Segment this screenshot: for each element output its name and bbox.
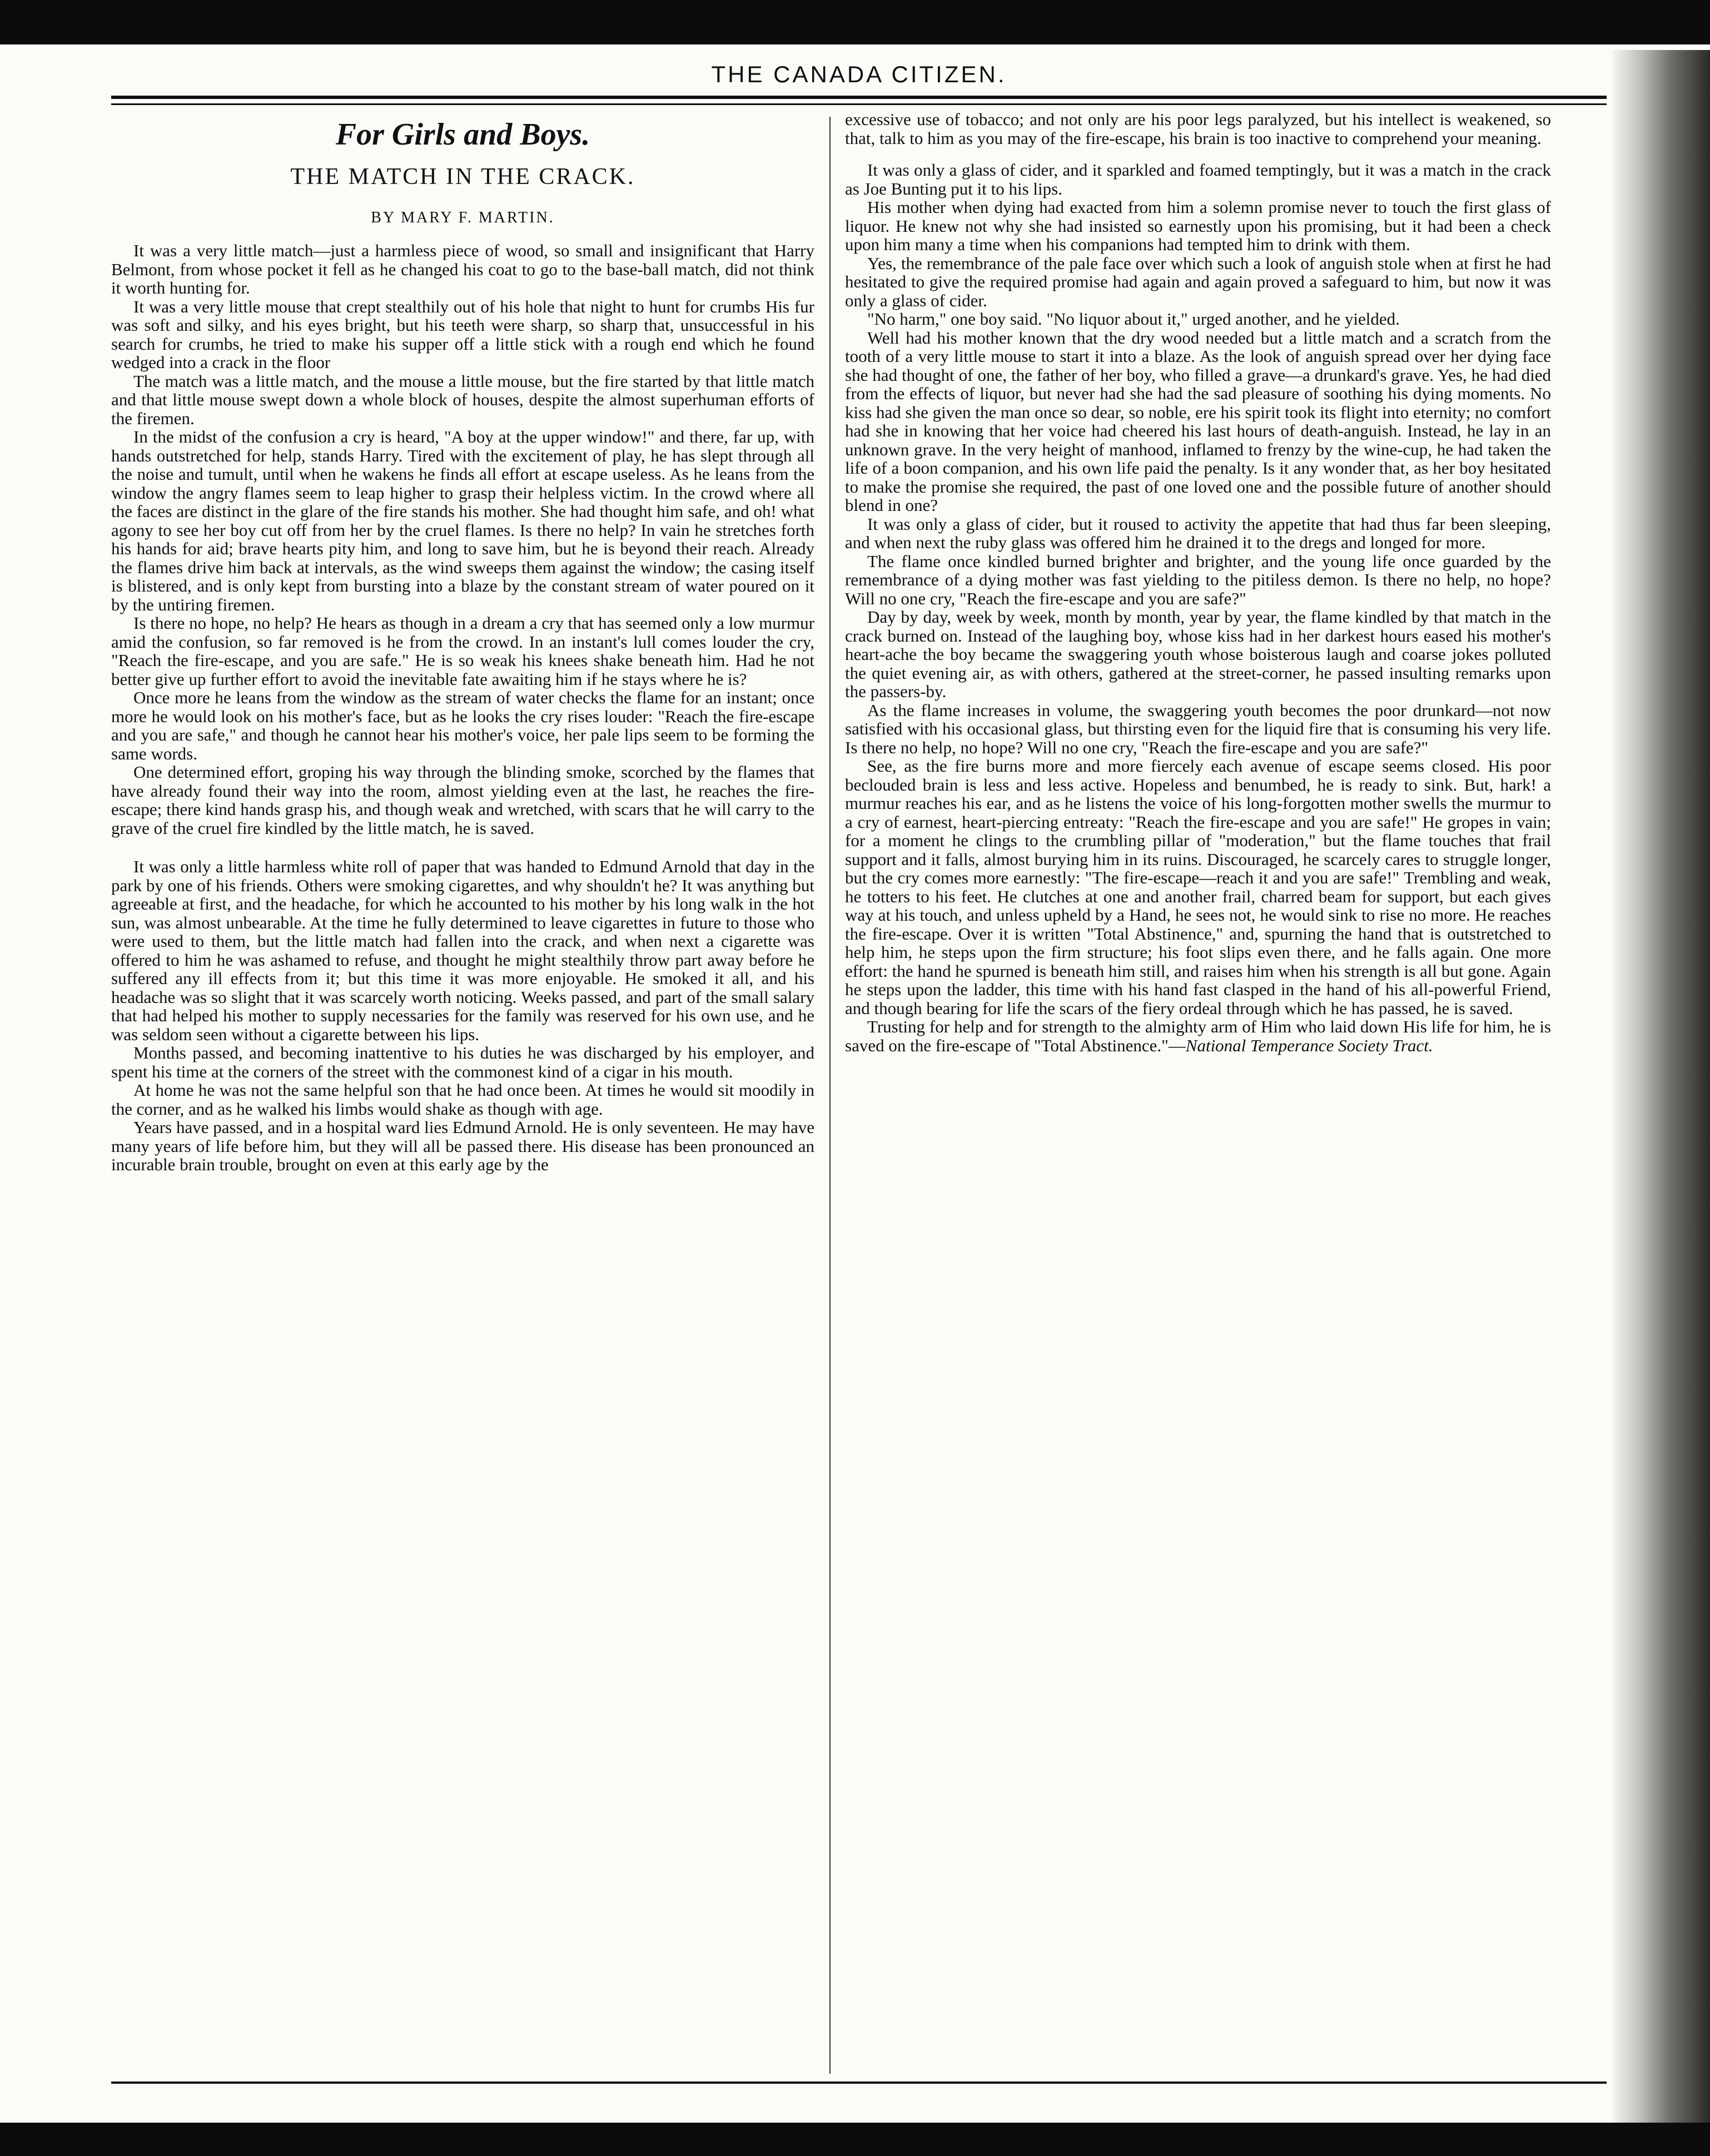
page-edge-shadow: [1612, 50, 1710, 2123]
column-divider: [829, 117, 831, 2074]
paragraph: Well had his mother known that the dry wood needed but a little match and a scratch from the tooth of a very little mouse to start it into a blaze. As the look of anguish spread over her dying face she had thought of one, the father of her boy, who filled a grave—a drunkard's grave. Yes, he had died from the effects of liquor, but never had she had the sad pleasure of soothing his dying moments. No kiss had she given the man once so dear, so noble, ere his spirit took its flight into eternity; no comfort had she in knowing that her voice had cheered his last hours of death-anguish. Instead, he lay in an unknown grave. In the very height of manhood, inflamed to frenzy by the wine-cup, he had taken the life of a boon companion, and his own life paid the penalty. Is it any wonder that, as her boy hesitated to make the promise she required, the past of one loved one and the possible future of another should blend in one?: [845, 327, 1551, 515]
closing-text: Trusting for help and for strength to the almighty arm of Him who laid down His life for him, he is saved on the fire-escape of "Total Abstinence."—: [845, 1017, 1551, 1055]
article-title: THE MATCH IN THE CRACK.: [290, 164, 635, 190]
paragraph: One determined effort, groping his way through the blinding smoke, scorched by the flames that have already found their way into the room, almost yielding even at the last, he reaches the fire-escape; there kind hands grasp his, and though weak and wretched, with scars that he will carry to the grave of the cruel fire kindled by the little match, he is saved.: [111, 762, 814, 838]
paragraph: It was only a glass of cider, and it sparkled and foamed temptingly, but it was a match in the crack as Joe Bunting put it to his lips.: [845, 160, 1551, 198]
header-rule-thin: [111, 103, 1607, 105]
bottom-scan-border: [0, 2123, 1710, 2156]
paragraph: As the flame increases in volume, the swaggering youth becomes the poor drunkard—not now satisfied with his occasional glass, but thirsting even for the liquid fire that is consuming his very life. Is there no help, no hope? Will no one cry, "Reach the fire-escape and you are safe?": [845, 700, 1551, 757]
section-break: [845, 147, 1551, 161]
paragraph: It was a very little mouse that crept stealthily out of his hole that night to hunt for crumbs His fur was soft and silky, and his eyes bright, but his teeth were sharp, so sharp that, unsuccessful in his search for crumbs, he tried to make his supper off a little stick with a rough end which he found wedged into a crack in the floor: [111, 296, 814, 372]
section-title: For Girls and Boys.: [335, 117, 590, 152]
paragraph: It was only a little harmless white roll of paper that was handed to Edmund Arnold that day in the park by one of his friends. Others were smoking cigarettes, and why shouldn't he? It was anything but agreeable at first, and the headache, for which he accounted to his mother by his long walk in the hot sun, was almost unbearable. At the time he fully determined to leave cigarettes in future to those who were used to them, but the little match had fallen into the crack, and when next a cigarette was offered to him he was ashamed to refuse, and thought he might stealthily throw part away before he suffered any ill effects from it; but this time it was more enjoyable. He smoked it all, and his headache was so slight that it was scarcely worth noticing. Weeks passed, and part of the small salary that had helped his mother to supply necessaries for the family was reserved for his own use, and he was seldom seen without a cigarette between his lips.: [111, 857, 814, 1044]
paragraph: His mother when dying had exacted from him a solemn promise never to touch the first glass of liquor. He knew not why she had insisted so earnestly upon his promising, but it had been a check upon him many a time when his companions had tempted him to drink with them.: [845, 197, 1551, 254]
paragraph: It was a very little match—just a harmless piece of wood, so small and insignificant that Harry Belmont, from whose pocket it fell as he changed his coat to go to the base-ball match, did not think it worth hunting for.: [111, 241, 814, 297]
paragraph: The match was a little match, and the mouse a little mouse, but the fire started by that little match and that little mouse swept down a whole block of houses, despite the almost superhuman efforts of the firemen.: [111, 371, 814, 428]
paragraph: Day by day, week by week, month by month, year by year, the flame kindled by that match in the crack burned on. Instead of the laughing boy, whose kiss had in her darkest hours eased his mother's heart-ache the boy became the swaggering youth whose boisterous laugh and coarse jokes polluted the quiet evening air, as with others, gathered at the street-corner, he passed insulting remarks upon the passers-by.: [845, 607, 1551, 701]
paragraph: Yes, the remembrance of the pale face over which such a look of anguish stole when at first he had hesitated to give the required promise had again and again proved a safeguard to him, but now it was only a glass of cider.: [845, 253, 1551, 310]
paragraph: "No harm," one boy said. "No liquor about it," urged another, and he yielded.: [867, 309, 1400, 329]
left-column: [111, 117, 814, 1174]
paragraph: Months passed, and becoming inattentive to his duties he was discharged by his employer, and spent his time at the corners of the street with the commonest kind of a cigar in his mouth.: [111, 1043, 814, 1081]
footer-rule: [111, 2082, 1607, 2084]
closing-paragraph: [845, 1017, 1551, 1055]
paragraph: See, as the fire burns more and more fiercely each avenue of escape seems closed. His poor beclouded brain is less and less active. Hopeless and benumbed, he is ready to sink. But, hark! a murmur reaches his ear, and as he listens the voice of his long-forgotten mother swells the murmur to a cry of earnest, heart-piercing entreaty: "Reach the fire-escape and you are safe!" He gropes in vain; for a moment he clings to the crumbling pillar of "moderation," but the flame touches that frail support and it falls, almost burying him in its ruins. Discouraged, he scarcely cares to struggle longer, but the cry comes more earnestly: "The fire-escape—reach it and you are safe!" Trembling and weak, he totters to his feet. He clutches at one and another frail, charred beam for support, but each gives way at his touch, and unless upheld by a Hand, he sees not, he would sink to rise no more. He reaches the fire-escape. Over it is written "Total Abstinence," and, spurning the hand that is outstretched to help him, he steps upon the firm structure; his foot slips even there, and he falls again. One more effort: the hand he spurned is beneath him still, and raises him when his strength is all but gone. Again he steps upon the ladder, this time with his hand fast clasped in the hand of his all-powerful Friend, and though bearing for life the scars of the fiery ordeal through which he has passed, he is saved.: [845, 756, 1551, 1018]
byline: BY MARY F. MARTIN.: [371, 209, 555, 226]
source-credit: National Temperance Society Tract.: [1185, 1035, 1433, 1055]
paragraph: Years have passed, and in a hospital ward lies Edmund Arnold. He is only seventeen. He may have many years of life before him, but they will all be passed there. His disease has been pronounced an incurable brain trouble, brought on even at this early age by the: [111, 1117, 814, 1174]
paragraph: The flame once kindled burned brighter and brighter, and the young life once guarded by the remembrance of a dying mother was fast yielding to the pitiless demon. Is there no help, no hope? Will no one cry, "Reach the fire-escape and you are safe?": [845, 551, 1551, 608]
header-rule-thick: [111, 96, 1607, 99]
section-break: [111, 837, 814, 857]
paragraph: It was only a glass of cider, but it roused to activity the appetite that had thus far been sleeping, and when next the ruby glass was offered him he drained it to the dregs and longed for more.: [845, 514, 1551, 552]
running-head: THE CANADA CITIZEN.: [711, 61, 1007, 87]
newspaper-page: [111, 44, 1607, 2113]
paragraph: Is there no hope, no help? He hears as though in a dream a cry that has seemed only a low murmur amid the confusion, so far removed is he from the crowd. In an instant's lull comes louder the cry, "Reach the fire-escape, and you are safe." He is so weak his knees shake beneath him. Had he not better give up further effort to avoid the inevitable fate awaiting him if he stays where he is?: [111, 613, 814, 689]
paragraph: excessive use of tobacco; and not only are his poor legs paralyzed, but his intellect is weakened, so that, talk to him as you may of the fire-escape, his brain is too inactive to comprehend your meaning.: [845, 110, 1551, 148]
paragraph: At home he was not the same helpful son that he had once been. At times he would sit moodily in the corner, and as he walked his limbs would shake as though with age.: [111, 1080, 814, 1119]
right-column: [845, 110, 1551, 1055]
paragraph: In the midst of the confusion a cry is heard, "A boy at the upper window!" and there, far up, with hands outstretched for help, stands Harry. Tired with the excitement of play, he has slept through all the noise and tumult, until when he wakens he finds all effort at escape useless. As he leans from the window the angry flames seem to leap higher to grasp their helpless victim. In the crowd where all the faces are distinct in the glare of the fire stands his mother. She had thought him safe, and oh! what agony to see her boy cut off from her by the cruel flames. Is there no help? In vain he stretches forth his hands for aid; brave hearts pity him, and long to save him, but he is beyond their reach. Already the flames drive him back at intervals, as the wind sweeps them against the window; the casing itself is blistered, and is only kept from bursting into a blaze by the constant stream of water poured on it by the untiring firemen.: [111, 427, 814, 614]
paragraph: Once more he leans from the window as the stream of water checks the flame for an instant; once more he would look on his mother's face, but as he looks the cry rises louder: "Reach the fire-escape and you are safe," and though he cannot hear his mother's voice, her pale lips seem to be forming the same words.: [111, 688, 814, 763]
top-scan-border: [0, 0, 1710, 44]
